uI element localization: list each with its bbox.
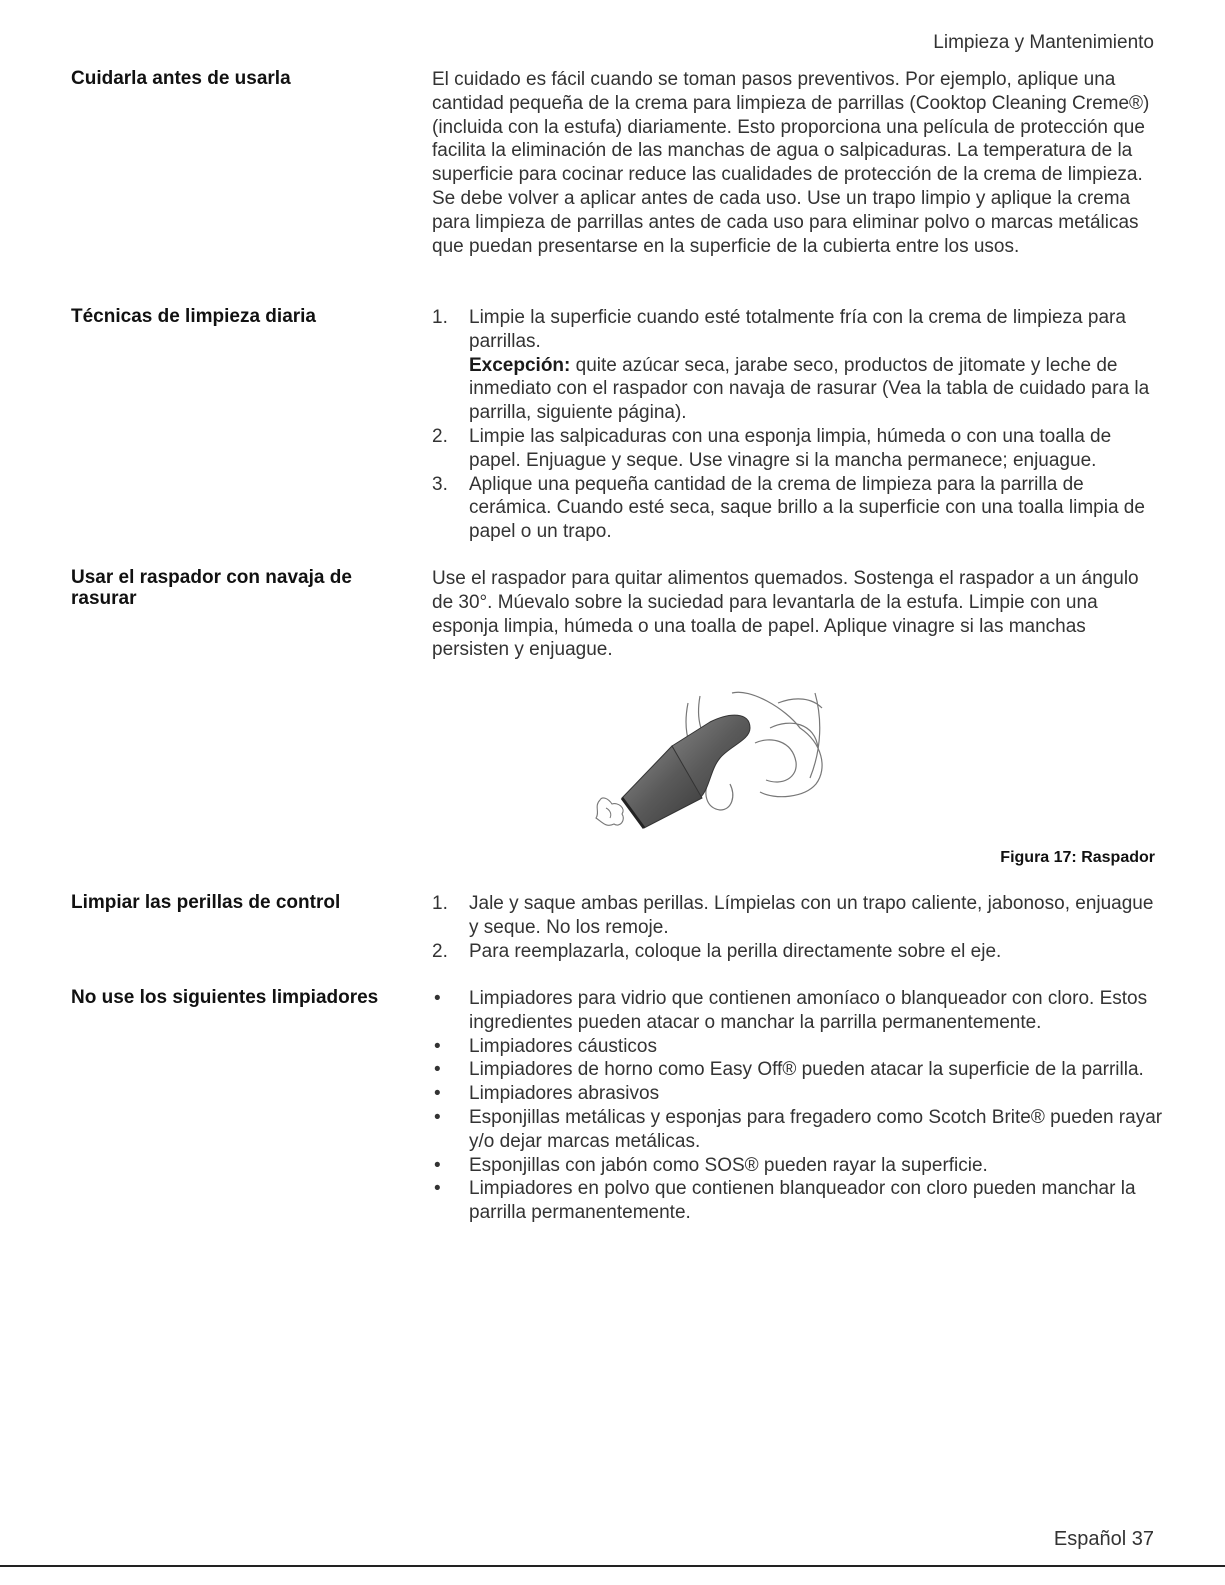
bullet-icon: •: [434, 1083, 441, 1105]
list-item-text: Esponjillas con jabón como SOS® pueden rayar la superficie.: [469, 1154, 988, 1176]
list-item-text: Limpie las salpicaduras con una esponja limpia, húmeda o con una toalla de papel. Enjuague y seque. Use vinagre si la mancha permanece; enjuague.: [469, 425, 1112, 471]
scraper-paragraph: Use el raspador para quitar alimentos quemados. Sostenga el raspador a un ángulo de 30°. Múevalo sobre la suciedad para levantarla de la estufa. Limpie con una esponja limpia, húmeda o una toalla de papel. Aplique vinagre si las manchas persisten y enjuague.: [432, 568, 1139, 661]
list-item: [432, 1177, 1167, 1225]
bullet-icon: •: [434, 1106, 441, 1128]
list-item-text: Limpiadores para vidrio que contienen amoníaco o blanqueador con cloro. Estos ingredientes pueden atacar o manchar la parrilla permanentemente.: [469, 988, 1148, 1033]
section-daily-label: Técnicas de limpieza diaria: [71, 306, 316, 327]
list-item-text: Limpie la superficie cuando esté totalmente fría con la crema de limpieza para parrillas.: [469, 307, 1126, 352]
section-cleaners-label: No use los siguientes limpiadores: [71, 987, 379, 1008]
list-number: 2.: [432, 940, 448, 962]
list-item-text: Limpiadores abrasivos: [469, 1083, 660, 1105]
list-item: [432, 473, 1162, 544]
list-item: [432, 1154, 1167, 1178]
section-scraper-label: Usar el raspador con navaja de rasurar: [71, 567, 352, 609]
list-number: 1.: [432, 307, 448, 328]
list-item: [432, 1058, 1167, 1082]
list-item-text: Limpiadores de horno como Easy Off® pueden atacar la superficie de la parrilla.: [469, 1059, 1144, 1081]
care-paragraph: El cuidado es fácil cuando se toman pasos preventivos. Por ejemplo, aplique una cantidad pequeña de la crema para limpieza de parrillas (Cooktop Cleaning Creme®) (incluida con la estufa) diariamente. Esto proporciona una película de protección que facilita la eliminación de las manchas de agua o salpicaduras. La temperatura de la superficie para cocinar reduce las cualidades de protección de la crema de limpieza. Se debe volver a aplicar antes de cada uso. Use un trapo limpio y aplique la crema para limpieza de parrillas antes de cada uso para eliminar polvo o marcas metálicas que puedan presentarse en la superficie de la cubierta entre los usos.: [432, 69, 1150, 257]
list-item-text: Limpiadores en polvo que contienen blanqueador con cloro pueden manchar la parrilla permanentemente.: [469, 1178, 1136, 1224]
list-item: [432, 1082, 1167, 1106]
section-cleaners-content: [432, 987, 1167, 1225]
section-care-label: Cuidarla antes de usarla: [71, 68, 291, 89]
list-number: 2.: [432, 425, 448, 447]
list-item-text: Esponjillas metálicas y esponjas para fregadero como Scotch Brite® pueden rayar y/o dejar marcas metálicas.: [469, 1106, 1163, 1152]
daily-list: [432, 306, 1162, 544]
list-item: [432, 892, 1162, 940]
exception-text: quite azúcar seca, jarabe seco, productos de jitomate y leche de inmediato con el raspador con navaja de rasurar (Vea la tabla de cuidado para la parrilla, siguiente página).: [469, 354, 1150, 424]
bullet-icon: •: [434, 1178, 441, 1200]
list-item-text: Para reemplazarla, coloque la perilla directamente sobre el eje.: [469, 940, 1002, 962]
list-item-text: Jale y saque ambas perillas. Límpielas con un trapo caliente, jabonoso, enjuague y seque. No los remoje.: [469, 893, 1154, 938]
cleaners-list: [432, 987, 1167, 1225]
list-item: [432, 425, 1162, 473]
bullet-icon: •: [434, 1035, 441, 1057]
section-daily-content: [432, 306, 1162, 544]
bullet-icon: •: [434, 988, 441, 1009]
list-item: [432, 1035, 1167, 1059]
section-knobs-content: [432, 892, 1162, 963]
list-item: [432, 1106, 1167, 1154]
list-number: 3.: [432, 473, 448, 495]
section-care-content: [432, 68, 1162, 258]
scraper-figure: [560, 688, 850, 863]
list-item: [432, 940, 1162, 964]
list-item-text: Limpiadores cáusticos: [469, 1035, 657, 1057]
section-scraper-content: [432, 567, 1162, 662]
exception-label: Excepción:: [469, 354, 571, 376]
list-number: 1.: [432, 893, 448, 914]
knobs-list: [432, 892, 1162, 963]
bullet-icon: •: [434, 1154, 441, 1176]
scraper-illustration: [560, 688, 850, 863]
list-item: [432, 987, 1167, 1035]
page-number: Español 37: [1053, 1528, 1154, 1550]
bottom-rule: [0, 1565, 1225, 1567]
section-knobs-label: Limpiar las perillas de control: [71, 892, 341, 913]
page-header: Limpieza y Mantenimiento: [933, 32, 1154, 53]
figure-caption: Figura 17: Raspador: [1000, 849, 1155, 866]
list-item: [432, 306, 1162, 425]
bullet-icon: •: [434, 1059, 441, 1081]
list-item-text: Aplique una pequeña cantidad de la crema de limpieza para la parrilla de cerámica. Cuando esté seca, saque brillo a la superficie con una toalla limpia de papel o un trapo.: [469, 473, 1145, 543]
